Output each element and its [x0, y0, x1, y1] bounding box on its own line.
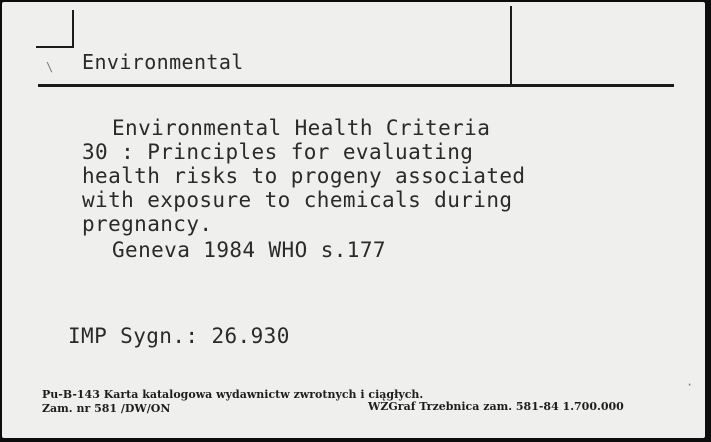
dot-mark: · — [686, 378, 694, 392]
footer-order-number: Zam. nr 581 /DW/ON — [42, 402, 171, 415]
title-line-5: pregnancy. — [82, 212, 213, 236]
footer-form-title: Pu-B-143 Karta katalogowa wydawnictw zwrotnych i ciągłych. — [42, 388, 424, 401]
title-line-2: 30 : Principles for evaluating — [82, 140, 474, 164]
title-line-3: health risks to progeny associated — [82, 164, 526, 188]
imprint-line: Geneva 1984 WHO s.177 — [112, 238, 386, 262]
header-rule — [38, 84, 674, 87]
corner-rule-horizontal — [36, 46, 74, 48]
library-signature: IMP Sygn.: 26.930 — [68, 324, 290, 348]
corner-rule-vertical — [72, 10, 74, 48]
footer-printer: WZGraf Trzebnica zam. 581-84 1.700.000 — [368, 400, 624, 413]
right-column-rule — [510, 6, 512, 86]
category-heading: Environmental — [82, 50, 244, 74]
pencil-tick-mark: \ — [46, 60, 54, 74]
title-line-1: Environmental Health Criteria — [112, 116, 491, 140]
catalog-card — [2, 2, 705, 438]
title-line-4: with exposure to chemicals during — [82, 188, 513, 212]
